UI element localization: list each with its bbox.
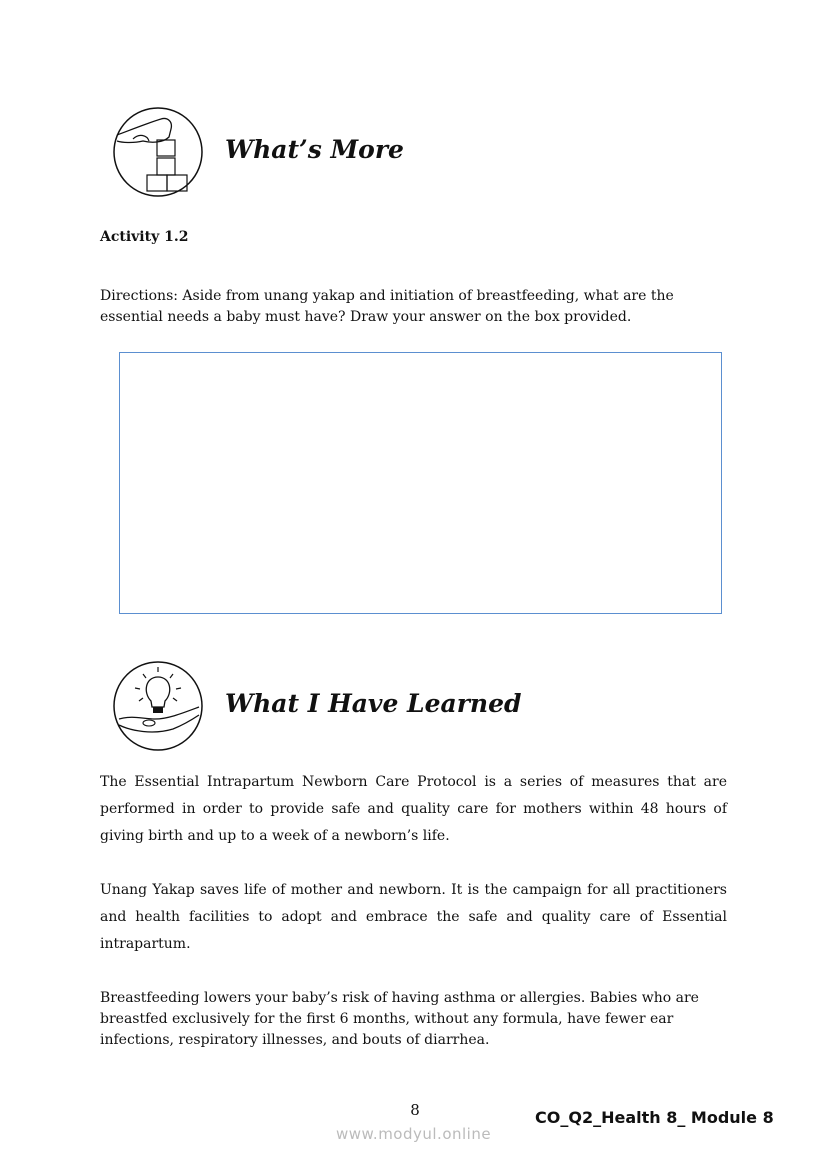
- lightbulb-hand-icon: [113, 661, 203, 751]
- learned-paragraph-1: The Essential Intrapartum Newborn Care Protocol is a series of measures that are performed in order to provide safe and quality care for mothers within 48 hours of giving birth and up to a week of a newborn’s life.: [100, 774, 727, 844]
- answer-drawing-box[interactable]: [119, 352, 722, 614]
- learned-paragraph-2: Unang Yakap saves life of mother and newborn. It is the campaign for all practitioners and health facilities to adopt and embrace the safe and quality care of Essential intrapartum.: [100, 882, 727, 952]
- page-number: 8: [410, 1101, 420, 1119]
- activity-label: Activity 1.2: [100, 229, 189, 245]
- watermark: www.modyul.online: [336, 1125, 492, 1143]
- module-code: CO_Q2_Health 8_ Module 8: [535, 1108, 774, 1127]
- section-title-whats-more: What’s More: [225, 135, 404, 164]
- section-title-what-i-have-learned: What I Have Learned: [225, 689, 522, 718]
- hand-stacking-blocks-icon: [113, 107, 203, 197]
- activity-directions: Directions: Aside from unang yakap and initiation of breastfeeding, what are the essential needs a baby must have? Draw your answer on the box provided.: [100, 288, 674, 325]
- learned-paragraph-3: Breastfeeding lowers your baby’s risk of having asthma or allergies. Babies who are breastfed exclusively for the first 6 months, without any formula, have fewer ear infections, respiratory illnesses, and bouts of diarrhea.: [100, 990, 699, 1048]
